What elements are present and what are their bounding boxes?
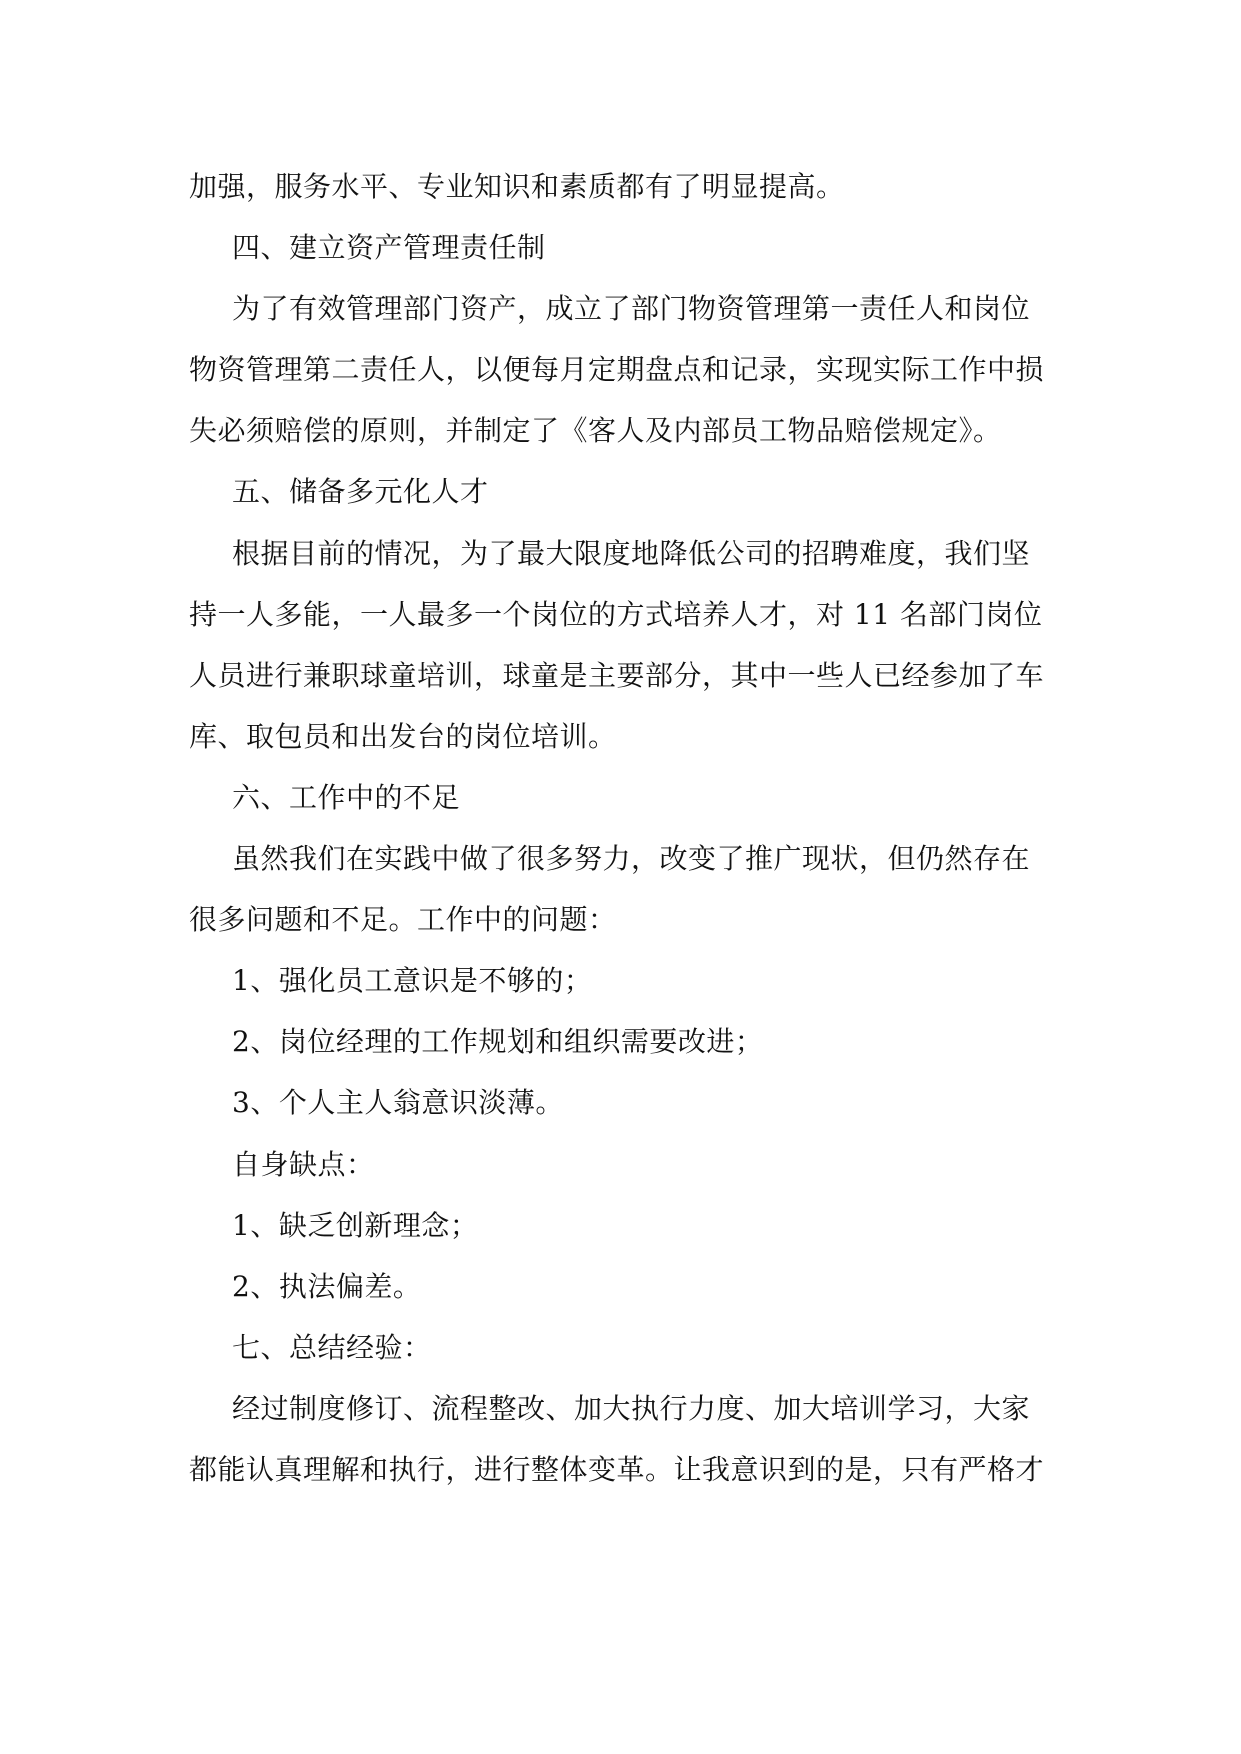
paragraph-line: 经过制度修订、流程整改、加大执行力度、加大培训学习，大家 <box>232 1391 1031 1425</box>
section-heading: 七、总结经验： <box>232 1330 432 1364</box>
section-heading: 六、工作中的不足 <box>232 780 461 814</box>
paragraph-line: 很多问题和不足。工作中的问题： <box>189 903 617 937</box>
subheading: 自身缺点： <box>232 1147 375 1181</box>
paragraph-line: 根据目前的情况，为了最大限度地降低公司的招聘难度，我们坚 <box>232 536 1031 570</box>
paragraph-line: 库、取包员和出发台的岗位培训。 <box>189 719 617 753</box>
paragraph-line: 持一人多能，一人最多一个岗位的方式培养人才，对 11 名部门岗位 <box>189 597 1043 631</box>
section-heading: 四、建立资产管理责任制 <box>232 231 546 265</box>
list-item: 1、缺乏创新理念； <box>232 1208 479 1242</box>
list-item: 3、个人主人翁意识淡薄。 <box>232 1086 564 1120</box>
paragraph-line: 为了有效管理部门资产，成立了部门物资管理第一责任人和岗位 <box>232 292 1031 326</box>
paragraph-line: 虽然我们在实践中做了很多努力，改变了推广现状，但仍然存在 <box>232 842 1031 876</box>
body-text-line: 加强，服务水平、专业知识和素质都有了明显提高。 <box>189 170 845 203</box>
paragraph-line: 物资管理第二责任人，以便每月定期盘点和记录，实现实际工作中损 <box>189 353 1045 387</box>
list-item: 1、强化员工意识是不够的； <box>232 964 593 998</box>
list-item: 2、执法偏差。 <box>232 1269 422 1303</box>
section-heading: 五、储备多元化人才 <box>232 475 489 509</box>
paragraph-line: 人员进行兼职球童培训，球童是主要部分，其中一些人已经参加了车 <box>189 658 1045 692</box>
list-item: 2、岗位经理的工作规划和组织需要改进； <box>232 1025 764 1059</box>
document-body <box>189 156 1055 1500</box>
paragraph-line: 失必须赔偿的原则，并制定了《客人及内部员工物品赔偿规定》。 <box>189 414 1002 448</box>
paragraph-line: 都能认真理解和执行，进行整体变革。让我意识到的是，只有严格才 <box>189 1452 1045 1486</box>
